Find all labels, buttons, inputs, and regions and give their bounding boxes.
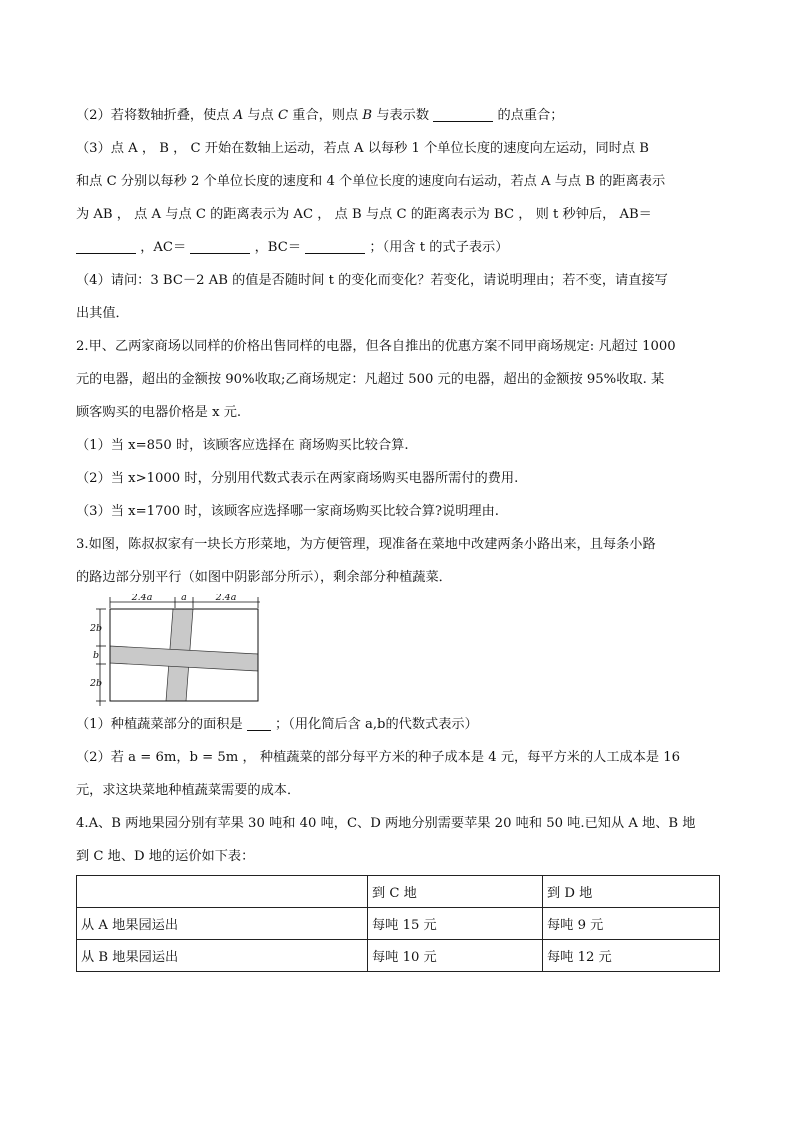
q2-sub1-text: 当 x=850 时，该顾客应选择在 商场购买比较合算. (110, 438, 409, 453)
part-number: （3） (76, 504, 111, 519)
answer-blank-ac[interactable] (190, 239, 250, 254)
q2-line3: 顾客购买的电器价格是 x 元. (76, 405, 242, 420)
q3-sub2-line1 (76, 746, 720, 770)
q2-line1: 2.甲、乙两家商场以同样的价格出售同样的电器，但各自推出的优惠方案不同甲商场规定: 凡超过 1000 (76, 339, 676, 354)
part-number: （2） (76, 471, 111, 486)
table-cell: 从 A 地果园运出 (77, 908, 368, 940)
garden-figure (90, 594, 260, 709)
table-row (77, 940, 720, 972)
table-cell: 每吨 15 元 (368, 908, 543, 940)
table-cell (77, 876, 368, 908)
q1-part3-text: ，BC＝ (254, 240, 302, 255)
q1-part3-line1 (76, 137, 720, 161)
q4-line2: 到 C 地、D 地的运价如下表： (76, 849, 255, 864)
garden-diagram (90, 594, 260, 709)
table-cell: 从 B 地果园运出 (77, 940, 368, 972)
dim-label-mid-side: b (92, 650, 100, 661)
q1-part2-text: 与表示数 (376, 108, 430, 123)
q1-part2-text: 重合，则点 (292, 108, 359, 123)
dim-label-right: 2.4a (215, 594, 237, 603)
q4-line1: 4.A、B 两地果园分别有苹果 30 吨和 40 吨，C、D 两地分别需要苹果 20 吨和 50 吨.已知从 A 地、B 地 (76, 816, 696, 831)
table-row (77, 908, 720, 940)
worksheet (76, 96, 720, 972)
dim-label-middle: a (181, 594, 187, 603)
q2-sub1 (76, 434, 720, 458)
q1-part3-line3: 为 AB ， 点 A 与点 C 的距离表示为 AC ， 点 B 与点 C 的距离表示为 BC ， 则 t 秒钟后， AB＝ (76, 207, 652, 222)
freight-table (76, 875, 720, 972)
q2-sub2 (76, 467, 720, 491)
q1-part2-text: 与点 (247, 108, 274, 123)
q3-line2: 的路边部分别平行（如图中阴影部分所示），剩余部分种植蔬菜． (76, 570, 452, 585)
part-number: （3） (76, 141, 111, 156)
q1-part4-line1 (76, 269, 720, 293)
part-number: （1） (76, 717, 111, 732)
q3-sub1-text: ；（用化简后含 a,b的代数式表示） (275, 717, 478, 732)
q3-sub2-line2: 元，求这块菜地种植蔬菜需要的成本． (76, 783, 301, 798)
q2-sub2-text: 当 x>1000 时，分别用代数式表示在两家商场购买电器所需付的费用. (110, 471, 519, 486)
dim-label-top-side: 2b (90, 623, 103, 634)
q1-part3-line4 (76, 236, 720, 260)
dim-label-bottom-side: 2b (90, 678, 103, 689)
q1-part4-text: 请问：3 BC－2 AB 的值是否随时间 t 的变化而变化？若变化，请说明理由；若不变，请直接写 (110, 273, 668, 288)
q1-part2-text: 若将数轴折叠，使点 (110, 108, 230, 123)
table-header-cell: 到 C 地 (368, 876, 543, 908)
q2-line2: 元的电器，超出的金额按 90%收取;乙商场规定：凡超过 500 元的电器，超出的金额按 95%收取. 某 (76, 372, 665, 387)
q3-line1: 3.如图，陈叔叔家有一块长方形菜地，为方便管理，现准备在菜地中改建两条小路出来，且每条小路 (76, 537, 656, 552)
answer-blank[interactable] (247, 716, 271, 731)
point-c: C (277, 108, 289, 123)
q3-sub2-text: 若 a = 6m，b = 5m ， 种植蔬菜的部分每平方米的种子成本是 4 元，每平方米的人工成本是 16 (110, 750, 681, 765)
q1-part3-text: ；（用含 t 的式子表示） (369, 240, 509, 255)
point-b: B (362, 108, 373, 123)
q1-part2-text: 的点重合； (497, 108, 564, 123)
dim-label-left: 2.4a (131, 594, 153, 603)
q3-sub1-text: 种植蔬菜部分的面积是 (110, 717, 243, 732)
q2-sub3-text: 当 x=1700 时，该顾客应选择哪一家商场购买比较合算?说明理由. (110, 504, 499, 519)
part-number: （2） (76, 108, 111, 123)
q3-sub1 (76, 713, 720, 737)
table-cell: 每吨 9 元 (543, 908, 720, 940)
q1-part3-line2: 和点 C 分别以每秒 2 个单位长度的速度和 4 个单位长度的速度向右运动，若点 A 与点 B 的距离表示 (76, 174, 666, 189)
q1-part4-line2: 出其值． (76, 306, 129, 321)
q1-part3-text: 点 A ， B ， C 开始在数轴上运动，若点 A 以每秒 1 个单位长度的速度向左运动，同时点 B (110, 141, 649, 156)
q1-part3-text: ，AC＝ (140, 240, 187, 255)
part-number: （2） (76, 750, 111, 765)
q1-part2 (76, 104, 720, 128)
answer-blank-bc[interactable] (305, 239, 365, 254)
table-header-cell: 到 D 地 (543, 876, 720, 908)
table-header-row (77, 876, 720, 908)
table-cell: 每吨 10 元 (368, 940, 543, 972)
table-cell: 每吨 12 元 (543, 940, 720, 972)
point-a: A (233, 108, 244, 123)
part-number: （4） (76, 273, 111, 288)
answer-blank[interactable] (433, 107, 493, 122)
part-number: （1） (76, 438, 111, 453)
q2-sub3 (76, 500, 720, 524)
answer-blank-ab[interactable] (76, 239, 136, 254)
